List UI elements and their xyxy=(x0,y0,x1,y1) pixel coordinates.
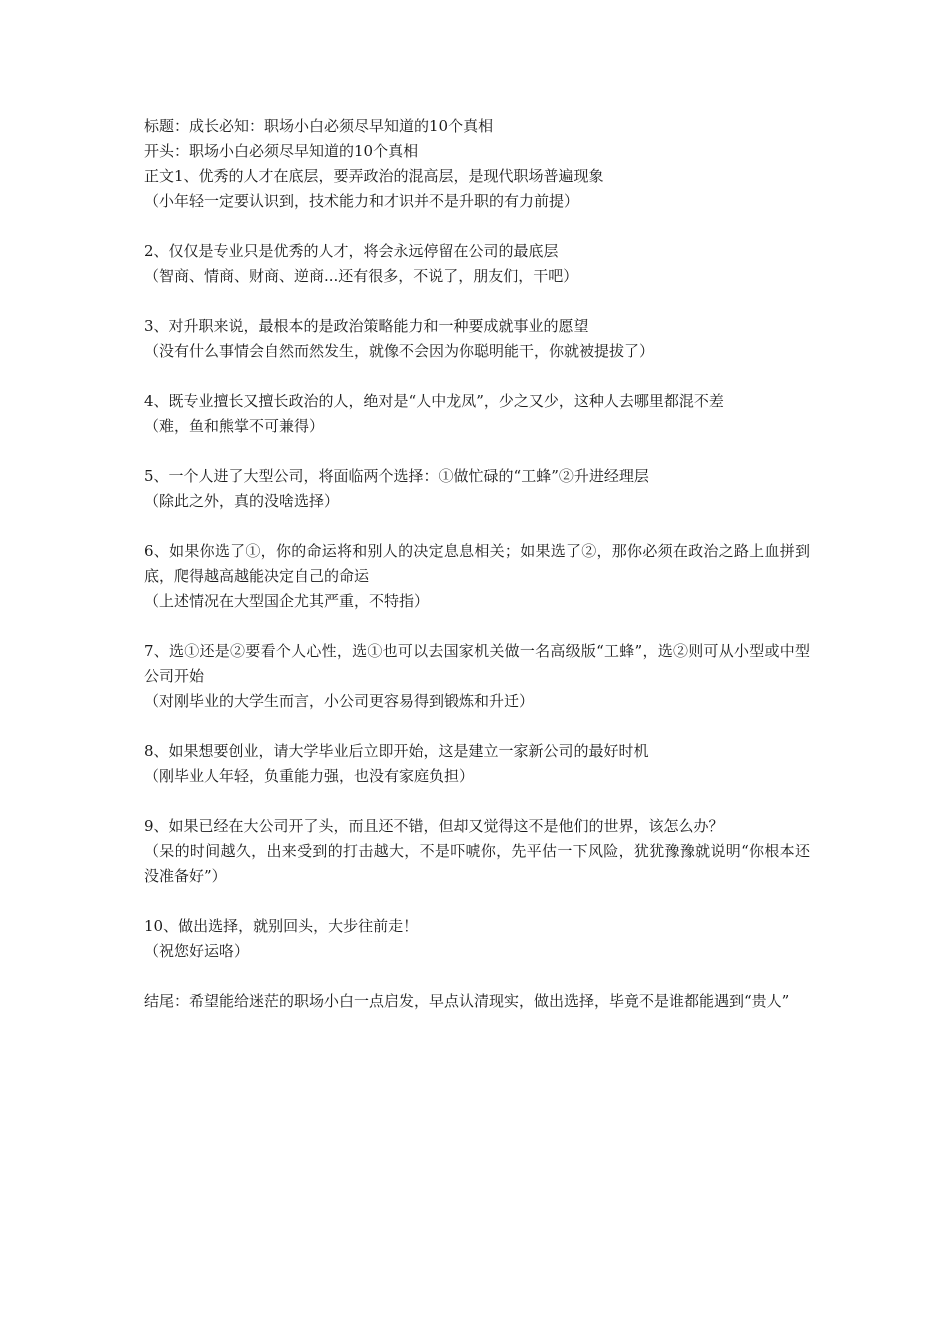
point-8-note: （刚毕业人年轻，负重能力强，也没有家庭负担） xyxy=(144,767,475,785)
paragraph-gap xyxy=(144,214,810,239)
paragraph-gap xyxy=(144,439,810,464)
point-9-text: 9、如果已经在大公司开了头，而且还不错，但却又觉得这不是他们的世界，该怎么办？ xyxy=(144,817,724,835)
paragraph-gap xyxy=(144,614,810,639)
point-9-note: （呆的时间越久，出来受到的打击越大，不是吓唬你，先平估一下风险，犹犹豫豫就说明“你根本还没准备好”） xyxy=(144,842,810,885)
point-8-text: 8、如果想要创业，请大学毕业后立即开始，这是建立一家新公司的最好时机 xyxy=(144,742,649,760)
paragraph-gap xyxy=(144,789,810,814)
point-7-text: 7、选①还是②要看个人心性，选①也可以去国家机关做一名高级版“工蜂”，选②则可从小型或中型公司开始 xyxy=(144,642,810,685)
document-body xyxy=(144,114,810,1014)
point-4-note: （难，鱼和熊掌不可兼得） xyxy=(144,417,325,435)
point-5-note: （除此之外，真的没啥选择） xyxy=(144,492,340,510)
point-7-note: （对刚毕业的大学生而言，小公司更容易得到锻炼和升迁） xyxy=(144,692,535,710)
point-4-text: 4、既专业擅长又擅长政治的人，绝对是“人中龙凤”，少之又少，这种人去哪里都混不差 xyxy=(144,392,724,410)
point-2-note: （智商、情商、财商、逆商...还有很多，不说了，朋友们，干吧） xyxy=(144,267,579,285)
title-line: 标题：成长必知：职场小白必须尽早知道的10个真相 xyxy=(144,117,494,135)
paragraph-gap xyxy=(144,714,810,739)
closing-line: 结尾：希望能给迷茫的职场小白一点启发，早点认清现实，做出选择，毕竟不是谁都能遇到“贵人” xyxy=(144,992,790,1010)
point-5-text: 5、一个人进了大型公司，将面临两个选择：①做忙碌的“工蜂”②升进经理层 xyxy=(144,467,649,485)
paragraph-gap xyxy=(144,964,810,989)
point-10-text: 10、做出选择，就别回头，大步往前走！ xyxy=(144,917,419,935)
point-6-note: （上述情况在大型国企尤其严重，不特指） xyxy=(144,592,430,610)
point-2-text: 2、仅仅是专业只是优秀的人才，将会永远停留在公司的最底层 xyxy=(144,242,559,260)
paragraph-gap xyxy=(144,889,810,914)
point-10-note: （祝您好运咯） xyxy=(144,942,250,960)
point-6-text: 6、如果你选了①，你的命运将和别人的决定息息相关；如果选了②，那你必须在政治之路上血拼到底，爬得越高越能决定自己的命运 xyxy=(144,542,810,585)
point-3-text: 3、对升职来说，最根本的是政治策略能力和一种要成就事业的愿望 xyxy=(144,317,589,335)
opening-line: 开头：职场小白必须尽早知道的10个真相 xyxy=(144,142,419,160)
paragraph-gap xyxy=(144,364,810,389)
paragraph-gap xyxy=(144,514,810,539)
point-1-text: 正文1、优秀的人才在底层，要弄政治的混高层，是现代职场普遍现象 xyxy=(144,167,604,185)
point-1-note: （小年轻一定要认识到，技术能力和才识并不是升职的有力前提） xyxy=(144,192,580,210)
paragraph-gap xyxy=(144,289,810,314)
point-3-note: （没有什么事情会自然而然发生，就像不会因为你聪明能干，你就被提拔了） xyxy=(144,342,655,360)
